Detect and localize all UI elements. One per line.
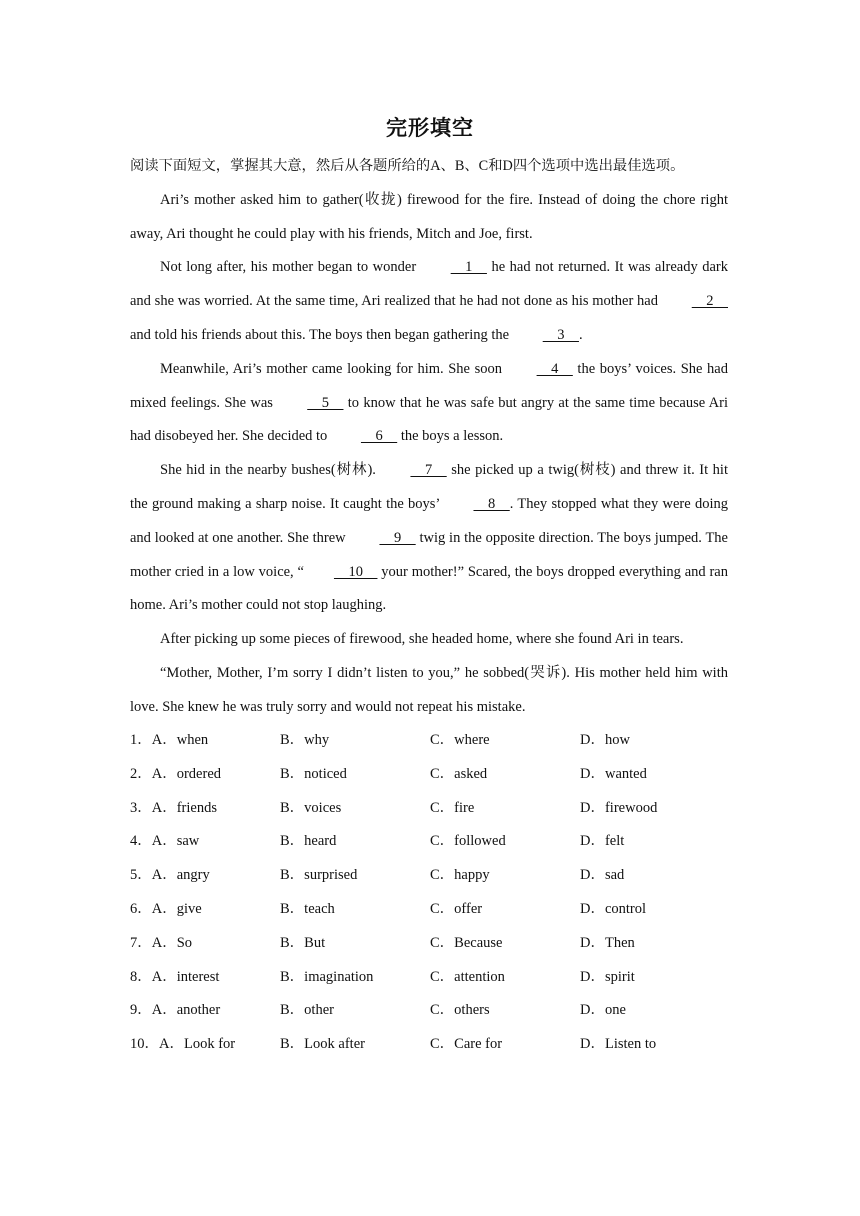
option-c: C．asked — [430, 765, 488, 782]
option-b: B．Look after — [280, 1036, 365, 1053]
option-b: B．other — [280, 1002, 334, 1019]
option-b: B．noticed — [280, 765, 347, 782]
blank-5: 5 — [307, 394, 344, 411]
option-d: D．Listen to — [580, 1036, 657, 1053]
option-b: B．voices — [280, 799, 342, 816]
option-a: 8．A．interest — [130, 968, 220, 985]
question-row — [130, 859, 730, 893]
option-c: C．happy — [430, 867, 490, 884]
option-d: D．firewood — [580, 799, 658, 816]
question-row — [130, 724, 730, 758]
passage-paragraph: Ari’s mother asked him to gather(收拢) firewood for the fire. Instead of doing the chore right away, Ari thought he could play with his friends, Mitch and Joe, first. — [130, 191, 728, 242]
option-d: D．wanted — [580, 765, 647, 782]
blank-8: 8 — [473, 495, 510, 512]
question-row — [130, 792, 730, 826]
option-d: D．felt — [580, 833, 625, 850]
option-c: C．others — [430, 1002, 490, 1019]
passage-paragraph: “Mother, Mother, I’m sorry I didn’t listen to you,” he sobbed(哭诉). His mother held him with love. She knew he was truly sorry and would not repeat his mistake. — [130, 664, 728, 715]
passage-paragraph: After picking up some pieces of firewood, she headed home, where she found Ari in tears. — [160, 631, 684, 648]
passage — [130, 150, 728, 725]
instruction: 阅读下面短文，掌握其大意，然后从各题所给的A、B、C和D四个选项中选出最佳选项。 — [130, 158, 685, 174]
option-a: 2．A．ordered — [130, 765, 222, 782]
option-c: C．followed — [430, 833, 506, 850]
question-row — [130, 1028, 730, 1062]
question-row — [130, 994, 730, 1028]
page-title: 完形填空 — [386, 116, 474, 140]
blank-6: 6 — [360, 428, 398, 445]
passage-paragraphs — [130, 184, 728, 725]
option-c: C．attention — [430, 968, 505, 985]
option-d: D．Then — [580, 934, 635, 951]
option-c: C．where — [430, 732, 490, 748]
blank-7: 7 — [410, 462, 447, 479]
question-row — [130, 927, 730, 961]
blank-9: 9 — [379, 529, 416, 546]
blank-1: 1 — [450, 259, 487, 276]
option-a: 9．A．another — [130, 1002, 221, 1019]
option-a: 4．A．saw — [130, 833, 200, 850]
option-c: C．fire — [430, 799, 475, 816]
option-a: 1．A．when — [130, 732, 209, 748]
blank-4: 4 — [536, 360, 573, 377]
question-row — [130, 825, 730, 859]
option-a: 5．A．angry — [130, 867, 210, 884]
option-a: 7．A．So — [130, 934, 193, 951]
option-b: B．teach — [280, 900, 335, 917]
option-c: C．offer — [430, 900, 483, 917]
option-b: B．imagination — [280, 968, 374, 985]
question-row — [130, 961, 730, 995]
option-a: 3．A．friends — [130, 799, 217, 816]
option-d: D．spirit — [580, 968, 635, 985]
option-a: 10．A．Look for — [130, 1036, 236, 1053]
option-d: D．how — [580, 732, 630, 748]
blank-2: 2 — [691, 293, 728, 310]
option-d: D．one — [580, 1002, 626, 1019]
question-row — [130, 758, 730, 792]
passage-paragraph: Meanwhile, Ari’s mother came looking for him. She soon 4 the boys’ voices. She had mixed feelings. She was 5 to know that he was safe but angry at the same time because Ari had disobeyed her. She decided to 6 the boys a lesson. — [130, 353, 728, 454]
option-a: 6．A．give — [130, 900, 202, 917]
passage-paragraph: Not long after, his mother began to wonder 1 he had not returned. It was already dark and she was worried. At the same time, Ari realized that he had not done as his mother had 2 and told his friends about this. The boys then began gathering the 3 . — [130, 251, 728, 352]
option-b: B．But — [280, 934, 326, 951]
question-options — [130, 724, 730, 1062]
blank-3: 3 — [542, 326, 579, 343]
option-c: C．Care for — [430, 1036, 503, 1053]
option-c: C．Because — [430, 934, 503, 951]
option-b: B．why — [280, 732, 330, 748]
option-b: B．surprised — [280, 867, 358, 884]
blank-10: 10 — [333, 563, 378, 580]
option-b: B．heard — [280, 833, 337, 850]
passage-paragraph: She hid in the nearby bushes(树林). 7 she picked up a twig(树枝) and threw it. It hit the ground making a sharp noise. It caught the boys’ 8 . They stopped what they were doing and looked at one another. She threw 9 twig in the opposite direction. The boys jumped. The mother cried in a low voice, “ 10 your mother!” Scared, the boys dropped everything and ran home. Ari’s mother could not stop laughing. — [130, 454, 728, 623]
question-row — [130, 893, 730, 927]
option-d: D．control — [580, 900, 647, 917]
option-d: D．sad — [580, 867, 625, 884]
